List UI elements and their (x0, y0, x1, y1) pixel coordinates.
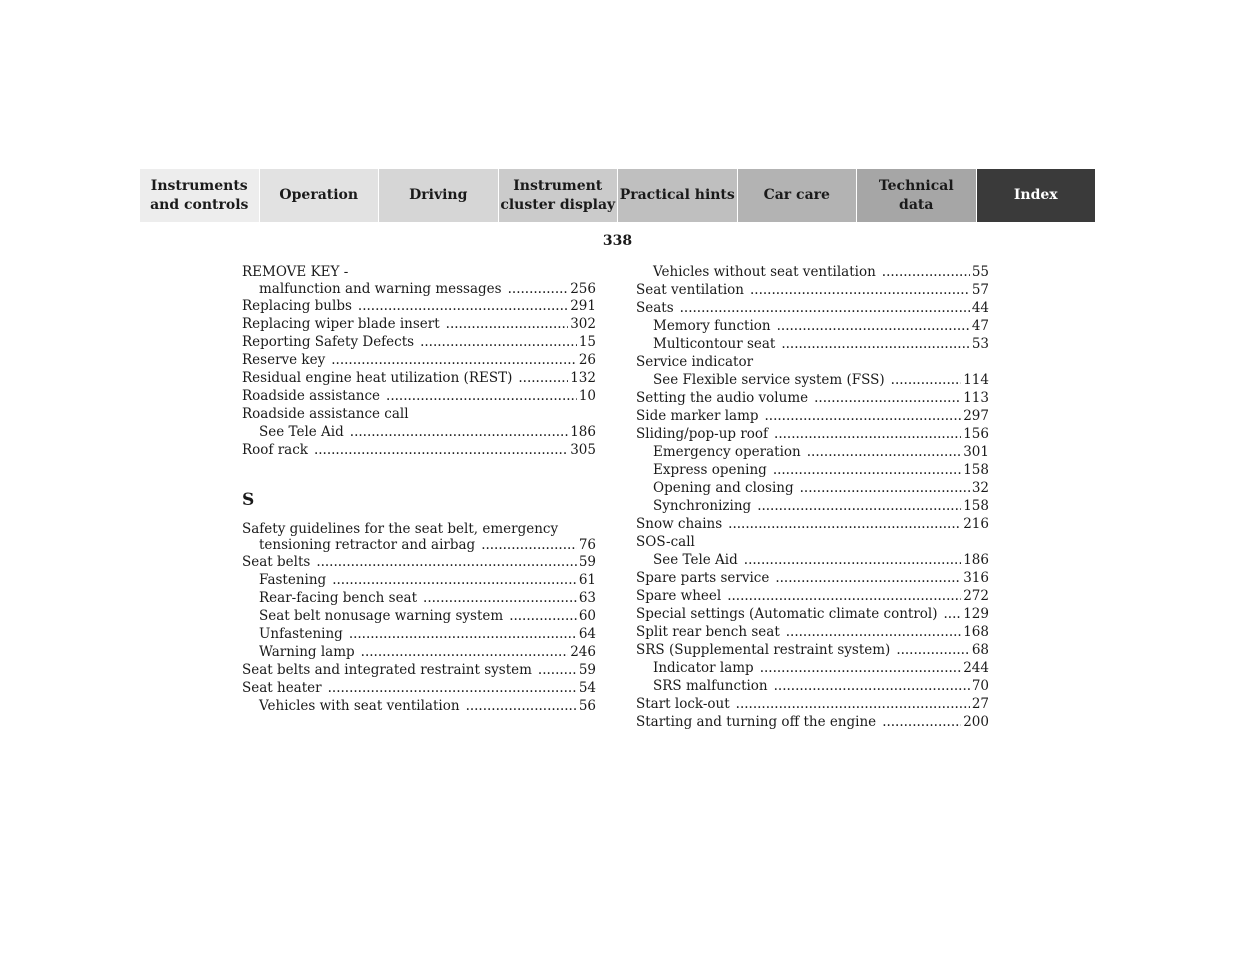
dot-leader (774, 425, 961, 443)
index-entry (242, 537, 596, 553)
dot-leader (349, 625, 577, 643)
dot-leader (800, 479, 970, 497)
index-entry-label: Sliding/pop-up roof (636, 426, 769, 442)
index-entry-page[interactable]: 301 (963, 444, 989, 460)
index-entry-label: Express opening (653, 462, 767, 478)
index-entry-page[interactable]: 10 (578, 388, 596, 404)
index-entry-label: Opening and closing (653, 480, 794, 496)
dot-leader (736, 695, 970, 713)
dot-leader (750, 281, 970, 299)
index-entry-page[interactable]: 297 (963, 408, 989, 424)
dot-leader (896, 641, 970, 659)
index-column-right (636, 263, 989, 731)
index-entry-page[interactable]: 114 (963, 372, 989, 388)
index-entry-label: SOS-call (636, 534, 695, 550)
dot-leader (386, 387, 577, 405)
index-entry (636, 569, 989, 587)
index-entry-label: Seat belts (242, 554, 311, 570)
index-list-s-continued (636, 263, 989, 731)
index-entry-label: Roadside assistance (242, 388, 381, 404)
index-entry-page[interactable]: 64 (578, 626, 596, 642)
index-entry-page[interactable]: 272 (963, 588, 989, 604)
index-entry (636, 479, 989, 497)
index-entry (242, 643, 596, 661)
dot-leader (744, 551, 961, 569)
index-entry-page[interactable]: 56 (578, 698, 596, 714)
index-entry-page[interactable]: 186 (963, 552, 989, 568)
index-entry-page[interactable]: 47 (971, 318, 989, 334)
index-entry-page[interactable]: 15 (578, 334, 596, 350)
index-entry (636, 497, 989, 515)
index-entry-page[interactable]: 132 (570, 370, 596, 386)
dot-leader (757, 497, 961, 515)
index-entry-label: Reserve key (242, 352, 326, 368)
index-entry (636, 623, 989, 641)
index-entry-page[interactable]: 113 (963, 390, 989, 406)
index-entry-page[interactable]: 53 (971, 336, 989, 352)
index-entry-label: Memory function (653, 318, 771, 334)
index-entry (242, 315, 596, 333)
index-entry-label: Safety guidelines for the seat belt, emergency (242, 521, 559, 537)
index-entry-page[interactable]: 68 (971, 642, 989, 658)
index-entry-label: Roof rack (242, 442, 308, 458)
dot-leader (316, 553, 577, 571)
tab-index[interactable]: Index (977, 169, 1096, 222)
index-entry-page[interactable]: 244 (963, 660, 989, 676)
index-entry-page[interactable]: 59 (578, 554, 596, 570)
index-entry-label: SRS (Supplemental restraint system) (636, 642, 891, 658)
tab-car-care[interactable]: Car care (738, 169, 858, 222)
index-entry-label: Multicontour seat (653, 336, 776, 352)
index-entry (636, 587, 989, 605)
index-entry-label: Setting the audio volume (636, 390, 809, 406)
index-entry (636, 713, 989, 731)
index-entry-label: Synchronizing (653, 498, 752, 514)
index-entry-page[interactable]: 70 (971, 678, 989, 694)
index-entry-label: SRS malfunction (653, 678, 768, 694)
index-entry-label: Spare wheel (636, 588, 722, 604)
tab-instrument-cluster-display[interactable]: Instrument cluster display (499, 169, 619, 222)
tab-driving[interactable]: Driving (379, 169, 499, 222)
index-entry-label: Rear-facing bench seat (259, 590, 418, 606)
dot-leader (775, 569, 961, 587)
dot-leader (777, 317, 970, 335)
section-letter-s: S (242, 490, 255, 510)
index-entry-page[interactable]: 60 (578, 608, 596, 624)
dot-leader (728, 515, 961, 533)
dot-leader (786, 623, 961, 641)
index-entry (242, 571, 596, 589)
index-entry-page[interactable]: 186 (570, 424, 596, 440)
dot-leader (423, 589, 577, 607)
dot-leader (332, 571, 577, 589)
index-list-s (242, 521, 596, 715)
tab-instruments-and-controls[interactable]: Instruments and controls (140, 169, 260, 222)
index-entry-label: See Flexible service system (FSS) (653, 372, 885, 388)
index-entry-page[interactable]: 27 (971, 696, 989, 712)
index-entry (636, 515, 989, 533)
index-entry-page[interactable]: 168 (963, 624, 989, 640)
dot-leader (891, 371, 962, 389)
index-entry-page[interactable]: 316 (963, 570, 989, 586)
section-tabs (140, 169, 1095, 222)
index-entry-label: Seat heater (242, 680, 322, 696)
tab-practical-hints[interactable]: Practical hints (618, 169, 738, 222)
index-entry-label: Seat belts and integrated restraint system (242, 662, 532, 678)
index-entry (242, 333, 596, 351)
dot-leader (328, 679, 577, 697)
index-entry-label: Seats (636, 300, 674, 316)
index-entry (242, 405, 596, 423)
index-entry-page[interactable]: 158 (963, 462, 989, 478)
index-entry-label: Seat ventilation (636, 282, 744, 298)
index-entry-label: Replacing bulbs (242, 298, 352, 314)
index-entry (242, 679, 596, 697)
index-entry-label: Starting and turning off the engine (636, 714, 877, 730)
index-entry (242, 351, 596, 369)
index-entry-page[interactable]: 156 (963, 426, 989, 442)
index-entry (636, 299, 989, 317)
dot-leader (727, 587, 961, 605)
dot-leader (481, 537, 577, 553)
dot-leader (814, 389, 961, 407)
dot-leader (807, 443, 961, 461)
dot-leader (518, 369, 568, 387)
index-entry-label: Emergency operation (653, 444, 801, 460)
dot-leader (466, 697, 577, 715)
index-entry-page[interactable]: 216 (963, 516, 989, 532)
index-entry-page[interactable]: 44 (971, 300, 989, 316)
index-entry-label: Warning lamp (259, 644, 355, 660)
index-entry (636, 407, 989, 425)
tab-technical-data[interactable]: Technical data (857, 169, 977, 222)
page-number: 338 (602, 233, 633, 249)
dot-leader (781, 335, 969, 353)
index-entry-label: Residual engine heat utilization (REST) (242, 370, 513, 386)
index-entry-label: See Tele Aid (653, 552, 738, 568)
index-entry-label: Special settings (Automatic climate control) (636, 606, 938, 622)
index-entry (242, 607, 596, 625)
index-entry (242, 625, 596, 643)
index-entry-label: tensioning retractor and airbag (259, 537, 476, 553)
dot-leader (509, 607, 577, 625)
index-entry (636, 389, 989, 407)
index-entry (242, 521, 596, 537)
index-entry-label: malfunction and warning messages (259, 281, 502, 297)
dot-leader (944, 605, 962, 623)
index-entry-label: Vehicles without seat ventilation (653, 264, 876, 280)
index-entry (242, 423, 596, 441)
index-entry-label: Fastening (259, 572, 327, 588)
index-entry (636, 353, 989, 371)
index-entry (242, 263, 596, 281)
index-entry-label: Replacing wiper blade insert (242, 316, 440, 332)
index-entry-label: Snow chains (636, 516, 723, 532)
index-entry-page[interactable]: 305 (570, 442, 596, 458)
index-entry (242, 553, 596, 571)
index-entry-page[interactable]: 61 (578, 572, 596, 588)
index-entry-label: Indicator lamp (653, 660, 754, 676)
index-entry (636, 461, 989, 479)
index-entry (636, 677, 989, 695)
index-entry (242, 589, 596, 607)
index-entry-page[interactable]: 32 (971, 480, 989, 496)
dot-leader (508, 281, 569, 297)
index-entry (636, 443, 989, 461)
index-entry-page[interactable]: 291 (570, 298, 596, 314)
index-entry-page[interactable]: 256 (570, 281, 596, 297)
index-entry (242, 369, 596, 387)
index-entry-label: Seat belt nonusage warning system (259, 608, 504, 624)
index-entry-label: REMOVE KEY - (242, 264, 349, 280)
index-entry-label: Vehicles with seat ventilation (259, 698, 460, 714)
index-entry-page[interactable]: 57 (971, 282, 989, 298)
index-entry (636, 695, 989, 713)
index-entry-page[interactable]: 129 (963, 606, 989, 622)
index-entry (242, 441, 596, 459)
index-entry (636, 281, 989, 299)
dot-leader (680, 299, 970, 317)
index-entry (636, 425, 989, 443)
index-entry-label: Unfastening (259, 626, 343, 642)
dot-leader (361, 643, 569, 661)
index-entry-page[interactable]: 26 (578, 352, 596, 368)
index-entry (242, 697, 596, 715)
tab-operation[interactable]: Operation (260, 169, 380, 222)
index-entry-label: Spare parts service (636, 570, 770, 586)
dot-leader (331, 351, 577, 369)
index-column-left (242, 263, 596, 715)
index-entry-label: Roadside assistance call (242, 406, 409, 422)
index-entry-label: Reporting Safety Defects (242, 334, 415, 350)
index-entry (242, 297, 596, 315)
dot-leader (420, 333, 577, 351)
dot-leader (765, 407, 962, 425)
index-entry (636, 659, 989, 677)
dot-leader (882, 713, 961, 731)
index-entry-label: Service indicator (636, 354, 754, 370)
dot-leader (446, 315, 569, 333)
index-entry-label: Side marker lamp (636, 408, 759, 424)
index-entry-page[interactable]: 59 (578, 662, 596, 678)
index-list-r (242, 263, 596, 459)
index-entry (242, 661, 596, 679)
index-entry (242, 387, 596, 405)
index-entry (636, 641, 989, 659)
index-entry (636, 605, 989, 623)
index-entry (636, 317, 989, 335)
index-entry (636, 263, 989, 281)
index-entry-page[interactable]: 54 (578, 680, 596, 696)
index-entry (242, 281, 596, 297)
dot-leader (774, 677, 970, 695)
index-entry-label: Split rear bench seat (636, 624, 780, 640)
dot-leader (773, 461, 961, 479)
dot-leader (358, 297, 568, 315)
index-entry-page[interactable]: 200 (963, 714, 989, 730)
index-entry-page[interactable]: 55 (971, 264, 989, 280)
index-entry-label: Start lock-out (636, 696, 730, 712)
index-entry-page[interactable]: 76 (578, 537, 596, 553)
index-entry (636, 551, 989, 569)
dot-leader (760, 659, 962, 677)
dot-leader (882, 263, 970, 281)
index-entry-page[interactable]: 246 (570, 644, 596, 660)
index-entry-label: See Tele Aid (259, 424, 344, 440)
index-entry-page[interactable]: 63 (578, 590, 596, 606)
index-entry-page[interactable]: 158 (963, 498, 989, 514)
dot-leader (314, 441, 568, 459)
dot-leader (350, 423, 568, 441)
index-entry (636, 371, 989, 389)
index-entry-page[interactable]: 302 (570, 316, 596, 332)
index-entry (636, 335, 989, 353)
dot-leader (538, 661, 577, 679)
index-entry (636, 533, 989, 551)
